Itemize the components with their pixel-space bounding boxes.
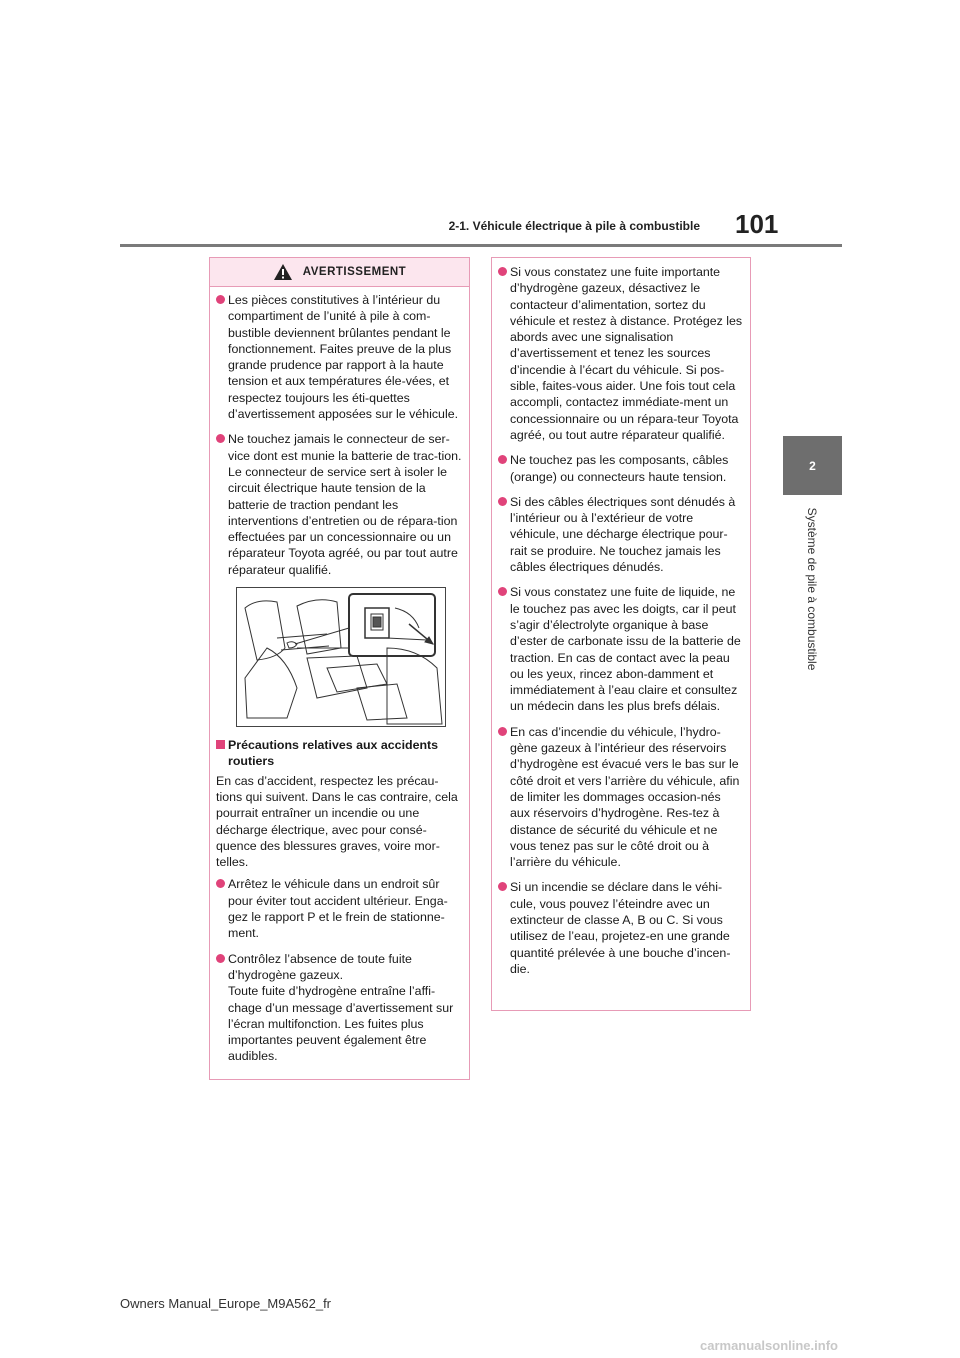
- warning-bullet: Arrêtez le véhicule dans un endroit sûr pour éviter tout accident ultérieur. Enga-gez le rapport P et le frein de stationne-ment.: [216, 876, 463, 941]
- warning-box-left: [209, 257, 470, 1080]
- warning-bullet: Si vous constatez une fuite importante d’hydrogène gazeux, désactivez le contacteur d’alimentation, sortez du véhicule et restez à distance. Protégez les abords avec une signalisation d’avertissement et tenez les sources d’incendie à l’écart du véhicule. Si pos-sible, faites-vous aider. Une fois tout cela accompli, contactez immédiate-ment un concessionnaire ou un répara-teur Toyota agréé, ou tout autre réparateur qualifié.: [498, 264, 744, 443]
- warning-bullet: Contrôlez l’absence de toute fuite d’hydrogène gazeux. Toute fuite d’hydrogène entraîne l’affi-chage d’un message d’avertissement sur l’écran multifonction. Les fuites plus importantes peuvent également être audibles.: [216, 951, 463, 1065]
- warning-title: AVERTISSEMENT: [302, 265, 407, 278]
- vehicle-rear-seat-illustration: [237, 588, 445, 726]
- paragraph: En cas d’accident, respectez les précau-tions qui suivent. Dans le cas contraire, cela pourrait entraîner un incendie ou une décharge électrique, avec pour consé-quence des blessures graves, voire mor-telles.: [216, 773, 458, 870]
- warning-bullet: Si un incendie se déclare dans le véhi-cule, vous pouvez l’éteindre avec un extincteur de classe A, B ou C. Si vous utilisez de l’eau, projetez-en une grande quantité prélevée à une bouche d’incen-die.: [498, 879, 744, 977]
- chapter-number: 2: [809, 458, 816, 473]
- warning-bullet: Ne touchez jamais le connecteur de ser-vice dont est munie la batterie de trac-tion. Le connecteur de service sert à isoler le circuit électrique haute tension de la batterie de traction pendant les interventions d’entretien ou de répara-tion effectuées par un concessionnaire ou un réparateur Toyota agréé, ou par tout autre réparateur qualifié.: [216, 431, 463, 578]
- section-title: 2-1. Véhicule électrique à pile à combustible: [448, 219, 700, 233]
- warning-bullet: Si des câbles électriques sont dénudés à l’intérieur ou à l’extérieur de votre véhicule, une décharge électrique pour-rait se produire. Ne touchez jamais les câbles électriques dénudés.: [498, 494, 744, 575]
- watermark: carmanualsonline.info: [700, 1338, 838, 1353]
- warning-bullet: En cas d’incendie du véhicule, l’hydro-gène gazeux à l’intérieur des réservoirs d’hydrogène est évacué vers le bas sur le côté droit et vers l’arrière du véhicule, afin de limiter les dommages occasion-nés aux réservoirs d’hydrogène. Res-tez à distance de sécurité du véhicule et ne vous tenez pas sur le côté droit ou à l’arrière du véhicule.: [498, 724, 744, 871]
- warning-bullet: Ne touchez pas les composants, câbles (orange) ou connecteurs haute tension.: [498, 452, 744, 485]
- page-number: 101: [735, 209, 779, 239]
- warning-box-right: [491, 257, 751, 1011]
- manual-id: Owners Manual_Europe_M9A562_fr: [120, 1296, 332, 1311]
- warning-triangle-icon: [273, 263, 293, 281]
- subheading: Précautions relatives aux accidents routiers: [216, 737, 463, 770]
- warning-bullet: Si vous constatez une fuite de liquide, ne le touchez pas avec les doigts, car il peut s’agir d’électrolyte organique à base d’ester de carbonate issu de la batterie de traction. En cas de contact avec la peau ou les yeux, rincez abon-damment et immédiatement à l’eau claire et consultez un médecin dans les plus brefs délais.: [498, 584, 744, 714]
- warning-header: [210, 258, 469, 287]
- chapter-title: Système de pile à combustible: [805, 507, 819, 671]
- header-divider: [120, 244, 842, 247]
- warning-bullet: Les pièces constitutives à l’intérieur du compartiment de l’unité à pile à com-bustible deviennent brûlantes pendant le fonctionnement. Faites preuve de la plus grande prudence par rapport à la haute tension et aux températures éle-vées, et respectez toujours les éti-quettes d’avertissement apposées sur le véhicule.: [216, 292, 463, 422]
- service-connector-illustration: [236, 587, 446, 727]
